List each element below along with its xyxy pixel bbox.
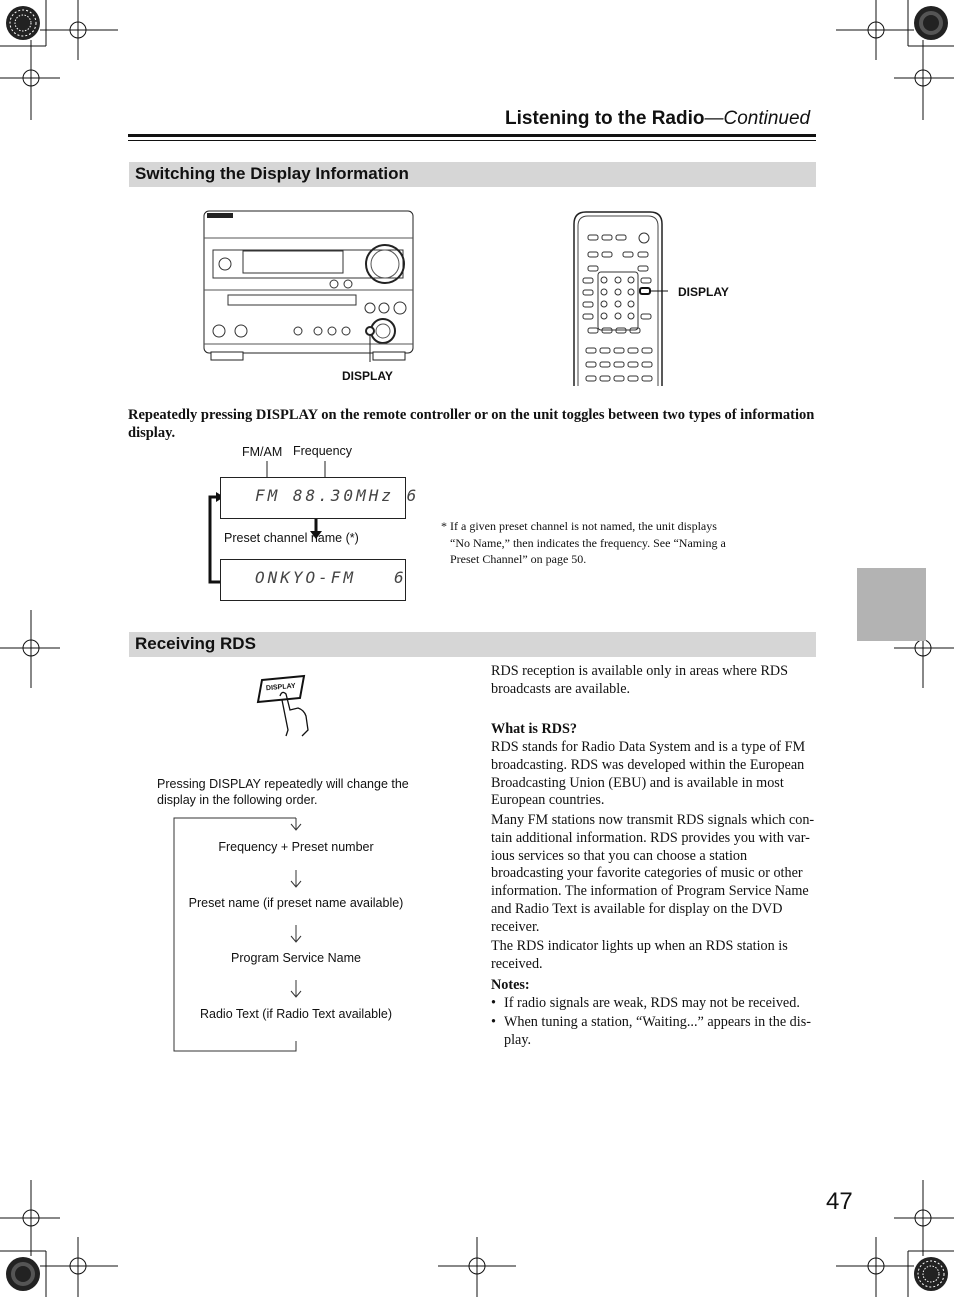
preset-name-footnote — [441, 518, 751, 568]
section-heading-switching — [129, 162, 816, 187]
label-fm-am: FM/AM — [242, 445, 283, 459]
text-line: Many FM stations now transmit RDS signals which con- — [491, 812, 815, 828]
brand-logo — [207, 213, 233, 218]
registration-disk-bl — [6, 1257, 40, 1291]
rds-indicator-paragraph — [491, 938, 819, 974]
receiver-front-panel-illustration — [203, 210, 415, 362]
page-header-title — [505, 108, 810, 130]
header-title-text: Listening to the Radio — [505, 108, 705, 129]
display-button-label: DISPLAY — [265, 682, 296, 693]
text-line: received. — [491, 955, 543, 972]
text-line: play. — [504, 1031, 532, 1048]
text-line: If radio signals are weak, RDS may not be received. — [504, 995, 800, 1011]
header-rule-thin — [128, 140, 816, 141]
label-frequency: Frequency — [293, 444, 353, 458]
text-line: and Radio Text is available for display on the DVD — [491, 900, 783, 917]
order-item: Preset name (if preset name available) — [188, 896, 404, 910]
text-line: broadcasting your favorite categories of music or other — [491, 865, 803, 882]
footnote-line: “No Name,” then indicates the frequency. See “Naming a — [450, 535, 726, 550]
text-line: ious services so that you can choose a station — [491, 847, 748, 864]
notes-list — [491, 995, 819, 1049]
what-is-rds-heading: What is RDS? — [491, 721, 577, 737]
order-intro-line: display in the following order. — [157, 793, 318, 807]
text-line: When tuning a station, “Waiting...” appears in the dis- — [504, 1013, 811, 1030]
order-item: Program Service Name — [231, 951, 361, 965]
note-item: • If radio signals are weak, RDS may not be received. — [491, 995, 819, 1013]
text-line: The RDS indicator lights up when an RDS station is — [491, 938, 788, 954]
text-line: European countries. — [491, 792, 605, 809]
header-rule — [128, 134, 816, 137]
remote-display-button — [640, 288, 650, 294]
chapter-side-tab — [857, 568, 926, 641]
footnote-line: Preset Channel” on page 50. — [450, 552, 587, 566]
text-line: broadcasts are available. — [491, 680, 631, 697]
order-item: Radio Text (if Radio Text available) — [200, 1007, 392, 1021]
text-line: RDS reception is available only in areas where RDS — [491, 663, 789, 679]
hand-pressing-display-button — [252, 672, 322, 740]
rds-availability-paragraph — [491, 663, 819, 699]
footnote-line: * If a given preset channel is not named, the unit displays — [441, 519, 717, 533]
order-intro-line: Pressing DISPLAY repeatedly will change the — [157, 777, 409, 791]
text-line: broadcasting. RDS was developed within the European — [491, 756, 805, 773]
lcd-preset-name-text: ONKYO-FM 6 — [255, 568, 407, 587]
text-line: RDS stands for Radio Data System and is a type of FM — [491, 739, 806, 755]
section-heading-text: Switching the Display Information — [135, 164, 409, 183]
lcd-frequency-text: FM 88.30MHz 6 — [255, 486, 420, 505]
section-heading-rds — [129, 632, 816, 657]
unit-display-callout: DISPLAY — [342, 369, 393, 383]
remote-display-callout: DISPLAY — [678, 285, 729, 299]
notes-heading: Notes: — [491, 977, 530, 993]
page-number: 47 — [826, 1188, 853, 1215]
display-toggle-intro: Repeatedly pressing DISPLAY on the remote controller or on the unit toggles between two types of information display. — [128, 407, 815, 441]
note-item: • When tuning a station, “Waiting...” appears in the dis- play. — [491, 1014, 819, 1050]
remote-controller-illustration — [568, 210, 668, 386]
registration-disk-tr — [914, 6, 948, 40]
order-item: Frequency + Preset number — [218, 840, 374, 854]
what-is-rds-paragraph — [491, 739, 819, 810]
header-title-suffix: —Continued — [704, 108, 811, 129]
text-line: information. The information of Program Service Name — [491, 883, 809, 900]
display-order-intro — [157, 776, 409, 808]
registration-disk-tl — [6, 6, 40, 40]
text-line: receiver. — [491, 918, 540, 935]
registration-disk-br — [914, 1257, 948, 1291]
lcd-preset-name-display — [220, 559, 406, 601]
lcd-frequency-display — [220, 477, 420, 519]
rds-services-paragraph — [491, 812, 819, 937]
text-line: Broadcasting Union (EBU) and is available in most — [491, 774, 784, 791]
label-preset-channel-name: Preset channel name (*) — [224, 531, 359, 545]
text-line: tain additional information. RDS provides you with var- — [491, 829, 810, 846]
section-heading-text: Receiving RDS — [135, 634, 256, 653]
